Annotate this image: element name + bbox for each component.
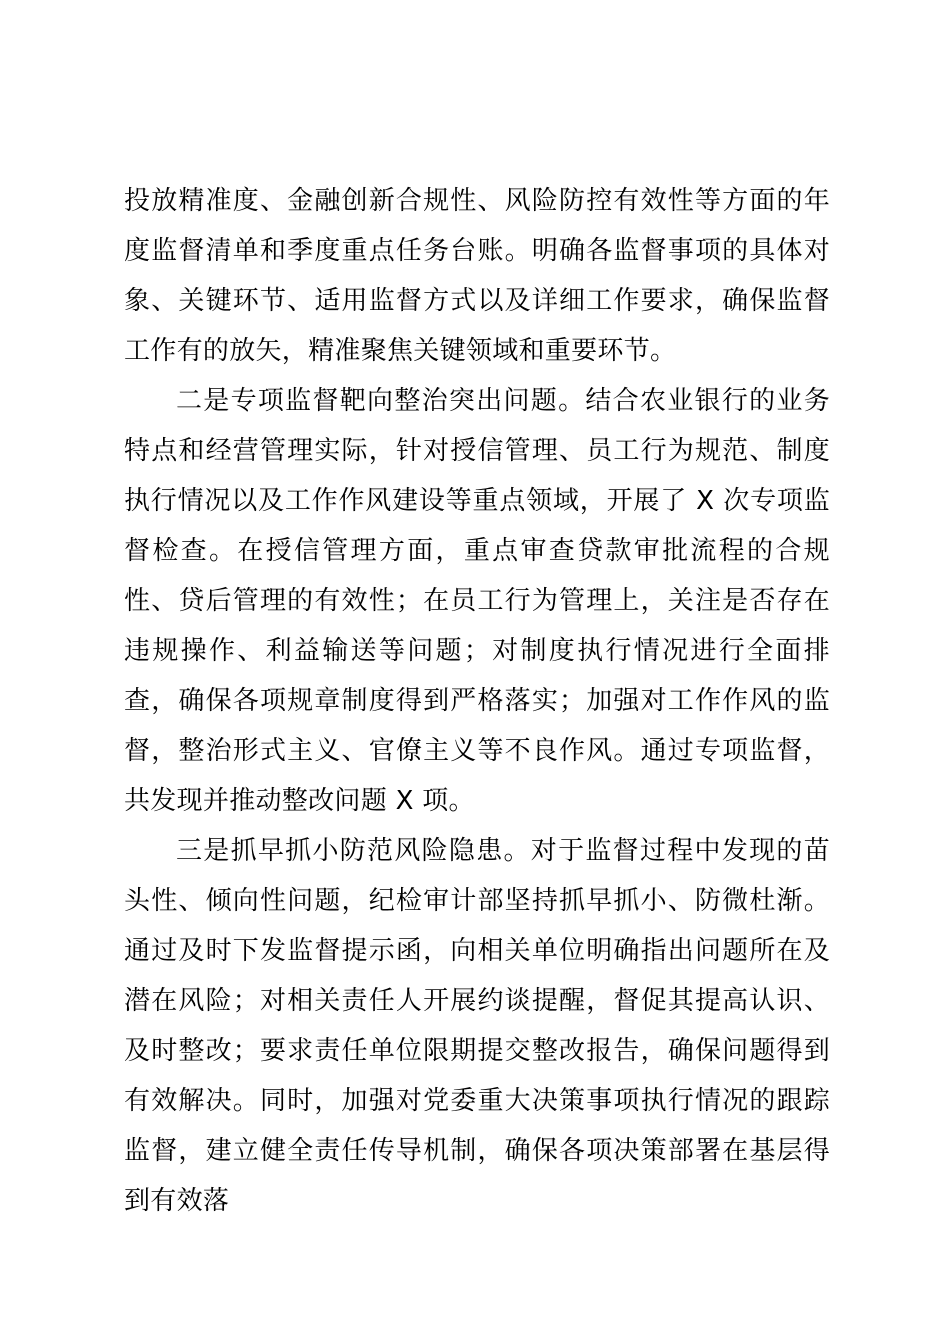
paragraph: 投放精准度、金融创新合规性、风险防控有效性等方面的年度监督清单和季度重点任务台账。明确各监督事项的具体对象、关键环节、适用监督方式以及详细工作要求，确保监督工作有的放矢，精准聚焦关键领域和重要环节。 bbox=[124, 186, 830, 366]
paragraph: 三是抓早抓小防范风险隐患。对于监督过程中发现的苗头性、倾向性问题，纪检审计部坚持抓早抓小、防微杜渐。通过及时下发监督提示函，向相关单位明确指出问题所在及潜在风险；对相关责任人开展约谈提醒，督促其提高认识、及时整改；要求责任单位限期提交整改报告，确保问题得到有效解决。同时，加强对党委重大决策事项执行情况的跟踪监督，建立健全责任传导机制，确保各项决策部署在基层得到有效落 bbox=[124, 836, 830, 1216]
paragraph: 二是专项监督靶向整治突出问题。结合农业银行的业务特点和经营管理实际，针对授信管理、员工行为规范、制度执行情况以及工作作风建设等重点领域，开展了 X 次专项监督检查。在授信管理方面，重点审查贷款审批流程的合规性、贷后管理的有效性；在员工行为管理上，关注是否存在违规操作、利益输送等问题；对制度执行情况进行全面排查，确保各项规章制度得到严格落实；加强对工作作风的监督，整治形式主义、官僚主义等不良作风。通过专项监督，共发现并推动整改问题 X 项。 bbox=[124, 386, 830, 816]
document-body bbox=[124, 176, 830, 1226]
